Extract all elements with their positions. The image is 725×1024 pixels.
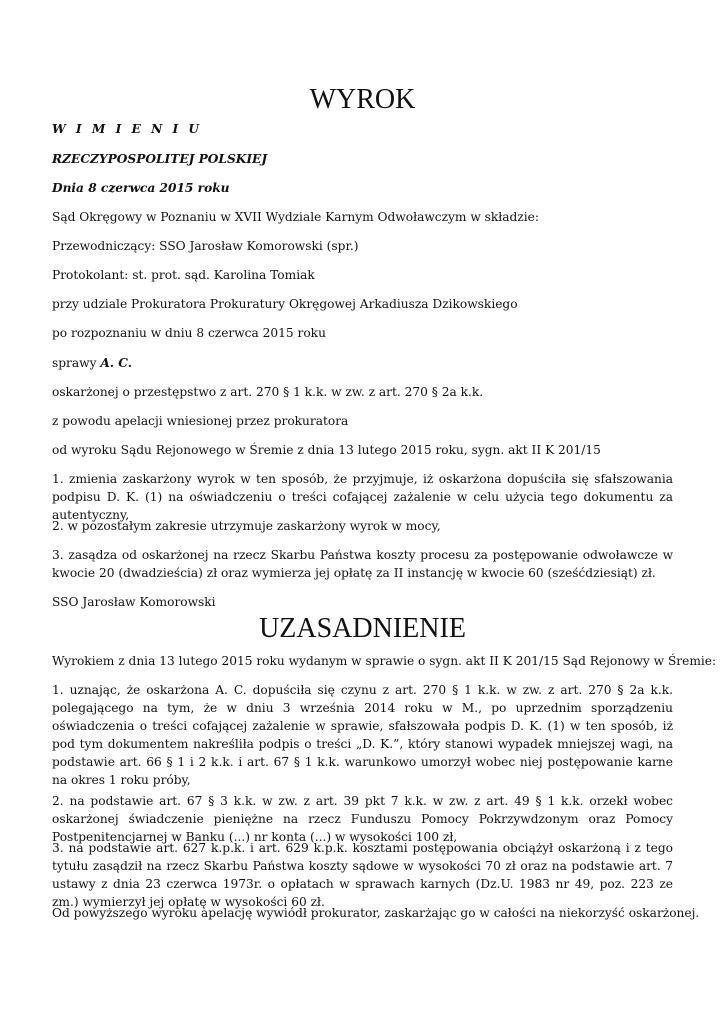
prosecutor-participation: przy udziale Prokuratora Prokuratury Okręgowej Arkadiusza Dzikowskiego — [52, 297, 518, 311]
defendant-name: A. C. — [100, 356, 133, 370]
hearing-date: po rozpoznaniu w dniu 8 czerwca 2015 roku — [52, 326, 326, 340]
case-prefix: sprawy — [52, 356, 101, 370]
justification-item-3: 3. na podstawie art. 627 k.p.k. i art. 629 k.p.k. kosztami postępowania obciążył oskarżoną i z tego tytułu zasądził na rzecz Skarbu Państwa koszty sądowe w wysokości 70 zł oraz na podstawie art. 7 ustawy z dnia 23 czerwca 1973r. o opłatach w sprawach karnych (Dz.U. 1983 nr 49, poz. 223 ze zm.) wymierzył jej opłatę w wysokości 60 zł. — [52, 841, 673, 909]
court-composition: Sąd Okręgowy w Poznaniu w XVII Wydziale Karnym Odwoławczym w składzie: — [52, 210, 539, 224]
header-in-the-name: W I M I E N I U — [52, 122, 203, 136]
judgment-reference: od wyroku Sądu Rejonowego w Śremie z dnia 13 lutego 2015 roku, sygn. akt II K 201/15 — [52, 443, 601, 457]
header-republic: RZECZYPOSPOLITEJ POLSKIEJ — [52, 152, 268, 166]
court-recorder: Protokolant: st. prot. sąd. Karolina Tomiak — [52, 268, 315, 282]
justification-item-1: 1. uznając, że oskarżona A. C. dopuściła się czynu z art. 270 § 1 k.k. w zw. z art. 270 § 2a k.k. polegającego na tym, że w dniu 3 września 2014 roku w M., po uprzednim sporządzeniu oświadczenia o treści cofającej zażalenie w sprawie, sfałszowała podpis D. K. (1) w ten sposób, iż pod tym dokumentem nakreśliła podpis o treści „D. K.”, który stanowi wypadek mniejszej wagi, na podstawie art. 66 § 1 i 2 k.k. i art. 67 § 1 k.k. warunkowo umorzył wobec niej postępowanie karne na okres 1 roku próby, — [52, 683, 673, 787]
document-title: WYROK — [309, 84, 416, 115]
judgment-date: Dnia 8 czerwca 2015 roku — [52, 181, 230, 195]
judge-signature: SSO Jarosław Komorowski — [52, 595, 216, 609]
charge-line: oskarżonej o przestępstwo z art. 270 § 1 k.k. w zw. z art. 270 § 2a k.k. — [52, 385, 484, 399]
justification-intro: Wyrokiem z dnia 13 lutego 2015 roku wydanym w sprawie o sygn. akt II K 201/15 Sąd Rejonowy w Śremie: — [52, 654, 717, 668]
case-line — [52, 354, 673, 372]
appeal-line: z powodu apelacji wniesionej przez prokuratora — [52, 414, 349, 428]
justification-item-2: 2. na podstawie art. 67 § 3 k.k. w zw. z art. 39 pkt 7 k.k. w zw. z art. 49 § 1 k.k. orzekł wobec oskarżonej świadczenie pieniężne na rzecz Funduszu Pomocy Pokrzywdzonym oraz Pomocy Postpenitencjarnej w Banku (...) nr konta (...) w wysokości 100 zł, — [52, 794, 673, 844]
presiding-judge: Przewodniczący: SSO Jarosław Komorowski (spr.) — [52, 239, 359, 253]
justification-closing: Od powyższego wyroku apelację wywiódł prokurator, zaskarżając go w całości na niekorzyść oskarżonej. — [52, 906, 700, 920]
verdict-point-3: 3. zasądza od oskarżonej na rzecz Skarbu Państwa koszty procesu za postępowanie odwoławcze w kwocie 20 (dwadzieścia) zł oraz wymierza jej opłatę za II instancję w kwocie 60 (sześćdziesiąt) zł. — [52, 548, 673, 580]
justification-title: UZASADNIENIE — [259, 613, 466, 644]
verdict-point-1: 1. zmienia zaskarżony wyrok w ten sposób, że przyjmuje, iż oskarżona dopuściła się sfałszowania podpisu D. K. (1) na oświadczeniu o treści cofającej zażalenie w celu użycia tego dokumentu za autentyczny, — [52, 472, 673, 522]
verdict-point-2: 2. w pozostałym zakresie utrzymuje zaskarżony wyrok w mocy, — [52, 519, 441, 533]
